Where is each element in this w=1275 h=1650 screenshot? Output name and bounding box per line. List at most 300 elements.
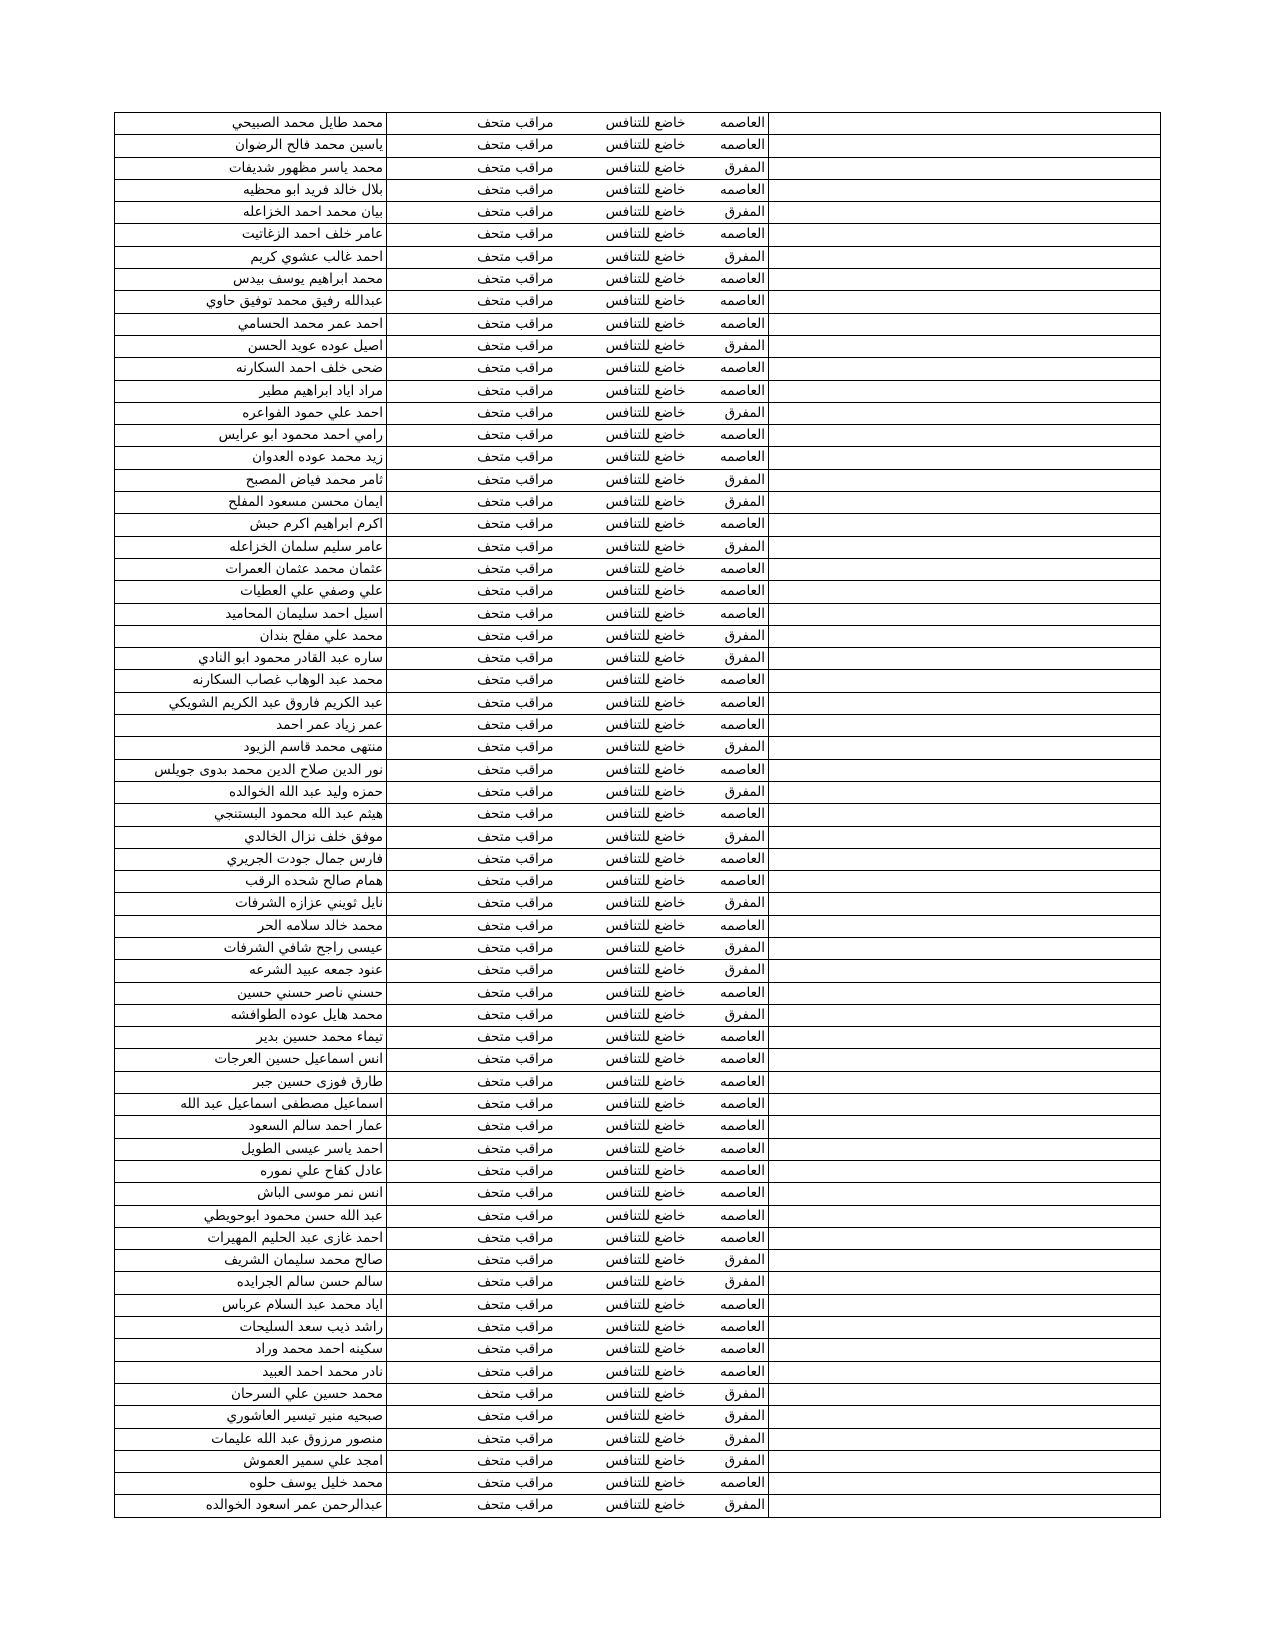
table-row: [115, 781, 1161, 803]
cell-status: خاضع للتنافس: [557, 1361, 689, 1383]
cell-city: العاصمه: [689, 1160, 769, 1182]
cell-job-title: مراقب متحف: [387, 202, 557, 224]
cell-name: مراد اياد ابراهيم مطير: [115, 380, 387, 402]
cell-name: عامر سليم سلمان الخزاعله: [115, 536, 387, 558]
cell-empty: [769, 670, 1161, 692]
cell-city: العاصمه: [689, 514, 769, 536]
cell-status: خاضع للتنافس: [557, 625, 689, 647]
cell-empty: [769, 759, 1161, 781]
cell-name: رامي احمد محمود ابو عرايس: [115, 425, 387, 447]
table-row: [115, 358, 1161, 380]
cell-empty: [769, 1094, 1161, 1116]
cell-name: موفق خلف نزال الخالدي: [115, 826, 387, 848]
cell-city: العاصمه: [689, 1205, 769, 1227]
cell-empty: [769, 893, 1161, 915]
cell-name: محمد ابراهيم يوسف بيدس: [115, 269, 387, 291]
table-row: [115, 402, 1161, 424]
cell-name: طارق فوزى حسين جبر: [115, 1071, 387, 1093]
cell-empty: [769, 246, 1161, 268]
candidates-table: [114, 112, 1161, 1518]
cell-name: محمد حسين علي السرحان: [115, 1383, 387, 1405]
cell-status: خاضع للتنافس: [557, 492, 689, 514]
cell-job-title: مراقب متحف: [387, 1294, 557, 1316]
cell-status: خاضع للتنافس: [557, 1227, 689, 1249]
cell-status: خاضع للتنافس: [557, 648, 689, 670]
cell-status: خاضع للتنافس: [557, 224, 689, 246]
cell-job-title: مراقب متحف: [387, 871, 557, 893]
cell-status: خاضع للتنافس: [557, 937, 689, 959]
table-row: [115, 1339, 1161, 1361]
cell-name: احمد عمر محمد الحسامي: [115, 313, 387, 335]
cell-job-title: مراقب متحف: [387, 358, 557, 380]
cell-empty: [769, 1183, 1161, 1205]
cell-city: العاصمه: [689, 269, 769, 291]
table-row: [115, 1473, 1161, 1495]
cell-empty: [769, 291, 1161, 313]
cell-city: العاصمه: [689, 848, 769, 870]
cell-status: خاضع للتنافس: [557, 447, 689, 469]
table-row: [115, 1428, 1161, 1450]
cell-job-title: مراقب متحف: [387, 960, 557, 982]
cell-status: خاضع للتنافس: [557, 893, 689, 915]
cell-name: علي وصفي علي العطيات: [115, 581, 387, 603]
cell-job-title: مراقب متحف: [387, 425, 557, 447]
cell-job-title: مراقب متحف: [387, 915, 557, 937]
cell-name: ساره عبد القادر محمود ابو النادي: [115, 648, 387, 670]
cell-job-title: مراقب متحف: [387, 1138, 557, 1160]
cell-job-title: مراقب متحف: [387, 1406, 557, 1428]
cell-job-title: مراقب متحف: [387, 1272, 557, 1294]
cell-empty: [769, 269, 1161, 291]
cell-job-title: مراقب متحف: [387, 1250, 557, 1272]
cell-city: المفرق: [689, 625, 769, 647]
cell-job-title: مراقب متحف: [387, 157, 557, 179]
table-row: [115, 603, 1161, 625]
cell-city: المفرق: [689, 202, 769, 224]
cell-city: المفرق: [689, 157, 769, 179]
cell-job-title: مراقب متحف: [387, 536, 557, 558]
table-row: [115, 1272, 1161, 1294]
cell-status: خاضع للتنافس: [557, 157, 689, 179]
table-row: [115, 1049, 1161, 1071]
cell-name: صبحيه منير تيسير العاشوري: [115, 1406, 387, 1428]
cell-name: حمزه وليد عبد الله الخوالده: [115, 781, 387, 803]
cell-status: خاضع للتنافس: [557, 1339, 689, 1361]
cell-city: المفرق: [689, 781, 769, 803]
cell-name: عامر خلف احمد الزغاتيت: [115, 224, 387, 246]
cell-empty: [769, 982, 1161, 1004]
cell-empty: [769, 1383, 1161, 1405]
cell-status: خاضع للتنافس: [557, 380, 689, 402]
cell-empty: [769, 224, 1161, 246]
cell-status: خاضع للتنافس: [557, 1049, 689, 1071]
cell-city: العاصمه: [689, 759, 769, 781]
cell-status: خاضع للتنافس: [557, 1138, 689, 1160]
cell-job-title: مراقب متحف: [387, 737, 557, 759]
table-row: [115, 1027, 1161, 1049]
cell-job-title: مراقب متحف: [387, 224, 557, 246]
cell-status: خاضع للتنافس: [557, 804, 689, 826]
cell-status: خاضع للتنافس: [557, 915, 689, 937]
cell-empty: [769, 960, 1161, 982]
table-row: [115, 893, 1161, 915]
cell-job-title: مراقب متحف: [387, 380, 557, 402]
table-row: [115, 715, 1161, 737]
cell-status: خاضع للتنافس: [557, 425, 689, 447]
cell-empty: [769, 1428, 1161, 1450]
cell-empty: [769, 402, 1161, 424]
cell-city: العاصمه: [689, 135, 769, 157]
cell-job-title: مراقب متحف: [387, 781, 557, 803]
cell-job-title: مراقب متحف: [387, 715, 557, 737]
table-row: [115, 1183, 1161, 1205]
cell-empty: [769, 358, 1161, 380]
cell-name: محمد علي مفلح بندان: [115, 625, 387, 647]
cell-empty: [769, 1339, 1161, 1361]
cell-job-title: مراقب متحف: [387, 1473, 557, 1495]
cell-status: خاضع للتنافس: [557, 358, 689, 380]
cell-empty: [769, 737, 1161, 759]
cell-name: اكرم ابراهيم اكرم حبش: [115, 514, 387, 536]
cell-name: عثمان محمد عثمان العمرات: [115, 558, 387, 580]
cell-name: بلال خالد فريد ابو محظيه: [115, 179, 387, 201]
cell-job-title: مراقب متحف: [387, 514, 557, 536]
cell-name: محمد عبد الوهاب غصاب السكارنه: [115, 670, 387, 692]
cell-empty: [769, 1049, 1161, 1071]
cell-status: خاضع للتنافس: [557, 1027, 689, 1049]
cell-job-title: مراقب متحف: [387, 581, 557, 603]
cell-city: العاصمه: [689, 1473, 769, 1495]
cell-city: العاصمه: [689, 380, 769, 402]
table-row: [115, 581, 1161, 603]
cell-empty: [769, 1361, 1161, 1383]
cell-job-title: مراقب متحف: [387, 1317, 557, 1339]
cell-city: المفرق: [689, 1250, 769, 1272]
cell-name: محمد طايل محمد الصبيحي: [115, 113, 387, 135]
cell-job-title: مراقب متحف: [387, 135, 557, 157]
table-row: [115, 1227, 1161, 1249]
cell-empty: [769, 514, 1161, 536]
cell-city: العاصمه: [689, 1361, 769, 1383]
cell-job-title: مراقب متحف: [387, 558, 557, 580]
cell-name: محمد خالد سلامه الحر: [115, 915, 387, 937]
cell-status: خاضع للتنافس: [557, 1116, 689, 1138]
cell-job-title: مراقب متحف: [387, 625, 557, 647]
table-row: [115, 1071, 1161, 1093]
table-row: [115, 1094, 1161, 1116]
table-row: [115, 157, 1161, 179]
table-row: [115, 625, 1161, 647]
cell-city: المفرق: [689, 648, 769, 670]
cell-name: هيثم عبد الله محمود البستنجي: [115, 804, 387, 826]
cell-job-title: مراقب متحف: [387, 492, 557, 514]
table-row: [115, 1138, 1161, 1160]
cell-name: سالم حسن سالم الجرايده: [115, 1272, 387, 1294]
table-row: [115, 536, 1161, 558]
cell-empty: [769, 1227, 1161, 1249]
cell-status: خاضع للتنافس: [557, 113, 689, 135]
cell-status: خاضع للتنافس: [557, 781, 689, 803]
cell-name: انس نمر موسى الباش: [115, 1183, 387, 1205]
cell-city: العاصمه: [689, 715, 769, 737]
cell-empty: [769, 1116, 1161, 1138]
cell-name: عمر زياد عمر احمد: [115, 715, 387, 737]
cell-status: خاضع للتنافس: [557, 1383, 689, 1405]
cell-job-title: مراقب متحف: [387, 1160, 557, 1182]
cell-name: نادر محمد احمد العبيد: [115, 1361, 387, 1383]
table-row: [115, 670, 1161, 692]
cell-job-title: مراقب متحف: [387, 692, 557, 714]
cell-name: عبد الكريم فاروق عبد الكريم الشويكي: [115, 692, 387, 714]
cell-job-title: مراقب متحف: [387, 1049, 557, 1071]
cell-status: خاضع للتنافس: [557, 737, 689, 759]
table-row: [115, 1004, 1161, 1026]
cell-name: عبد الله حسن محمود ابوحويطي: [115, 1205, 387, 1227]
cell-empty: [769, 1027, 1161, 1049]
cell-status: خاضع للتنافس: [557, 848, 689, 870]
cell-status: خاضع للتنافس: [557, 1317, 689, 1339]
cell-name: فارس جمال جودت الجريري: [115, 848, 387, 870]
cell-job-title: مراقب متحف: [387, 1116, 557, 1138]
cell-empty: [769, 1004, 1161, 1026]
cell-city: المفرق: [689, 536, 769, 558]
cell-name: احمد غازى عبد الحليم المهيرات: [115, 1227, 387, 1249]
cell-empty: [769, 469, 1161, 491]
cell-job-title: مراقب متحف: [387, 1094, 557, 1116]
cell-status: خاضع للتنافس: [557, 1406, 689, 1428]
cell-status: خاضع للتنافس: [557, 1294, 689, 1316]
cell-empty: [769, 380, 1161, 402]
cell-empty: [769, 915, 1161, 937]
cell-name: همام صالح شحده الرقب: [115, 871, 387, 893]
cell-job-title: مراقب متحف: [387, 759, 557, 781]
cell-status: خاضع للتنافس: [557, 759, 689, 781]
cell-job-title: مراقب متحف: [387, 804, 557, 826]
table-row: [115, 1317, 1161, 1339]
table-row: [115, 759, 1161, 781]
cell-city: العاصمه: [689, 1339, 769, 1361]
table-row: [115, 425, 1161, 447]
table-row: [115, 648, 1161, 670]
cell-city: المفرق: [689, 737, 769, 759]
cell-job-title: مراقب متحف: [387, 469, 557, 491]
cell-city: العاصمه: [689, 581, 769, 603]
cell-name: امجد علي سمير العموش: [115, 1450, 387, 1472]
table-row: [115, 1495, 1161, 1517]
cell-status: خاضع للتنافس: [557, 1272, 689, 1294]
cell-name: سكينه احمد محمد وراد: [115, 1339, 387, 1361]
cell-city: المفرق: [689, 246, 769, 268]
cell-status: خاضع للتنافس: [557, 581, 689, 603]
cell-status: خاضع للتنافس: [557, 558, 689, 580]
cell-empty: [769, 871, 1161, 893]
cell-name: انس اسماعيل حسين العرجات: [115, 1049, 387, 1071]
table-row: [115, 737, 1161, 759]
table-row: [115, 558, 1161, 580]
cell-empty: [769, 648, 1161, 670]
cell-name: احمد ياسر عيسى الطويل: [115, 1138, 387, 1160]
cell-status: خاضع للتنافس: [557, 402, 689, 424]
cell-name: نور الدين صلاح الدين محمد بدوى جويلس: [115, 759, 387, 781]
table-row: [115, 692, 1161, 714]
cell-city: المفرق: [689, 1272, 769, 1294]
cell-job-title: مراقب متحف: [387, 246, 557, 268]
cell-status: خاضع للتنافس: [557, 960, 689, 982]
table-body: [115, 113, 1161, 1518]
cell-empty: [769, 1473, 1161, 1495]
table-row: [115, 380, 1161, 402]
table-row: [115, 269, 1161, 291]
cell-job-title: مراقب متحف: [387, 937, 557, 959]
cell-empty: [769, 1205, 1161, 1227]
cell-status: خاضع للتنافس: [557, 982, 689, 1004]
cell-status: خاضع للتنافس: [557, 514, 689, 536]
cell-city: المفرق: [689, 893, 769, 915]
cell-empty: [769, 1138, 1161, 1160]
cell-city: العاصمه: [689, 113, 769, 135]
cell-empty: [769, 447, 1161, 469]
cell-empty: [769, 135, 1161, 157]
cell-job-title: مراقب متحف: [387, 113, 557, 135]
table-row: [115, 514, 1161, 536]
table-row: [115, 1450, 1161, 1472]
cell-empty: [769, 1160, 1161, 1182]
table-row: [115, 1250, 1161, 1272]
cell-job-title: مراقب متحف: [387, 291, 557, 313]
cell-job-title: مراقب متحف: [387, 893, 557, 915]
cell-job-title: مراقب متحف: [387, 1450, 557, 1472]
cell-status: خاضع للتنافس: [557, 826, 689, 848]
cell-empty: [769, 1450, 1161, 1472]
cell-city: العاصمه: [689, 291, 769, 313]
table-row: [115, 1160, 1161, 1182]
cell-job-title: مراقب متحف: [387, 1227, 557, 1249]
cell-job-title: مراقب متحف: [387, 179, 557, 201]
cell-job-title: مراقب متحف: [387, 402, 557, 424]
cell-job-title: مراقب متحف: [387, 982, 557, 1004]
cell-name: احمد علي حمود الفواعره: [115, 402, 387, 424]
cell-name: تيماء محمد حسين بدير: [115, 1027, 387, 1049]
cell-city: العاصمه: [689, 603, 769, 625]
cell-name: ثامر محمد فياض المصبح: [115, 469, 387, 491]
cell-empty: [769, 179, 1161, 201]
cell-city: العاصمه: [689, 179, 769, 201]
cell-city: العاصمه: [689, 1027, 769, 1049]
cell-status: خاضع للتنافس: [557, 179, 689, 201]
table-row: [115, 492, 1161, 514]
cell-name: ياسين محمد فالح الرضوان: [115, 135, 387, 157]
cell-empty: [769, 826, 1161, 848]
cell-status: خاضع للتنافس: [557, 1495, 689, 1517]
cell-status: خاضع للتنافس: [557, 1250, 689, 1272]
cell-empty: [769, 1071, 1161, 1093]
cell-empty: [769, 1294, 1161, 1316]
cell-empty: [769, 157, 1161, 179]
cell-status: خاضع للتنافس: [557, 1004, 689, 1026]
cell-city: العاصمه: [689, 358, 769, 380]
cell-name: اياد محمد عبد السلام عرباس: [115, 1294, 387, 1316]
cell-empty: [769, 202, 1161, 224]
cell-status: خاضع للتنافس: [557, 1183, 689, 1205]
cell-name: اسماعيل مصطفى اسماعيل عبد الله: [115, 1094, 387, 1116]
cell-status: خاضع للتنافس: [557, 603, 689, 625]
table-row: [115, 447, 1161, 469]
table-row: [115, 1294, 1161, 1316]
cell-job-title: مراقب متحف: [387, 1004, 557, 1026]
cell-status: خاضع للتنافس: [557, 715, 689, 737]
cell-city: المفرق: [689, 1450, 769, 1472]
cell-job-title: مراقب متحف: [387, 603, 557, 625]
cell-status: خاضع للتنافس: [557, 202, 689, 224]
cell-city: العاصمه: [689, 670, 769, 692]
cell-job-title: مراقب متحف: [387, 648, 557, 670]
table-row: [115, 179, 1161, 201]
cell-city: المفرق: [689, 1428, 769, 1450]
cell-empty: [769, 603, 1161, 625]
cell-job-title: مراقب متحف: [387, 1361, 557, 1383]
table-row: [115, 960, 1161, 982]
cell-empty: [769, 848, 1161, 870]
table-row: [115, 1406, 1161, 1428]
table-row: [115, 826, 1161, 848]
cell-city: المفرق: [689, 826, 769, 848]
cell-status: خاضع للتنافس: [557, 246, 689, 268]
cell-empty: [769, 113, 1161, 135]
cell-city: العاصمه: [689, 558, 769, 580]
cell-job-title: مراقب متحف: [387, 1495, 557, 1517]
cell-city: العاصمه: [689, 1183, 769, 1205]
cell-city: المفرق: [689, 335, 769, 357]
cell-city: العاصمه: [689, 447, 769, 469]
table-row: [115, 291, 1161, 313]
cell-city: المفرق: [689, 960, 769, 982]
cell-name: محمد هايل عوده الطوافشه: [115, 1004, 387, 1026]
table-row: [115, 1383, 1161, 1405]
cell-job-title: مراقب متحف: [387, 1428, 557, 1450]
cell-job-title: مراقب متحف: [387, 269, 557, 291]
cell-name: راشد ذيب سعد السليحات: [115, 1317, 387, 1339]
cell-job-title: مراقب متحف: [387, 447, 557, 469]
cell-city: العاصمه: [689, 313, 769, 335]
table-row: [115, 1116, 1161, 1138]
cell-city: المفرق: [689, 937, 769, 959]
cell-name: منتهى محمد قاسم الزيود: [115, 737, 387, 759]
cell-status: خاضع للتنافس: [557, 871, 689, 893]
cell-status: خاضع للتنافس: [557, 1071, 689, 1093]
cell-empty: [769, 625, 1161, 647]
cell-status: خاضع للتنافس: [557, 670, 689, 692]
table-row: [115, 1361, 1161, 1383]
table-row: [115, 246, 1161, 268]
cell-empty: [769, 715, 1161, 737]
cell-city: العاصمه: [689, 982, 769, 1004]
table-row: [115, 915, 1161, 937]
cell-name: محمد خليل يوسف حلوه: [115, 1473, 387, 1495]
cell-status: خاضع للتنافس: [557, 469, 689, 491]
cell-job-title: مراقب متحف: [387, 1027, 557, 1049]
cell-city: المفرق: [689, 492, 769, 514]
table-row: [115, 982, 1161, 1004]
cell-name: منصور مرزوق عبد الله عليمات: [115, 1428, 387, 1450]
cell-city: العاصمه: [689, 1138, 769, 1160]
cell-empty: [769, 937, 1161, 959]
cell-name: عادل كفاح علي نموره: [115, 1160, 387, 1182]
table-row: [115, 469, 1161, 491]
cell-name: اسيل احمد سليمان المحاميد: [115, 603, 387, 625]
cell-city: العاصمه: [689, 1049, 769, 1071]
cell-status: خاضع للتنافس: [557, 313, 689, 335]
cell-job-title: مراقب متحف: [387, 1183, 557, 1205]
